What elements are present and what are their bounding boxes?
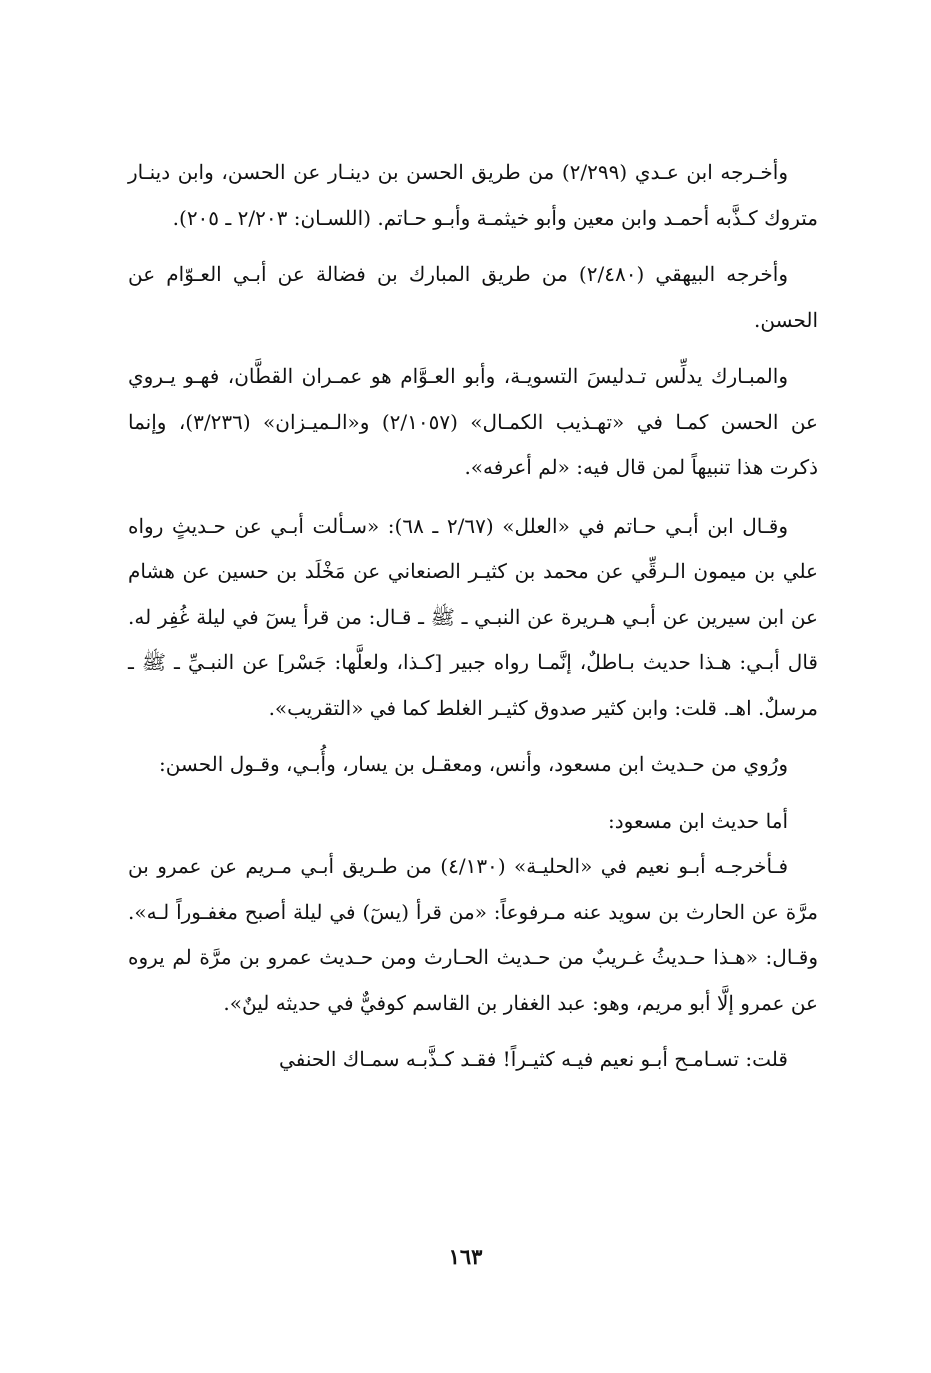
paragraph-hilya: فـأخرجـه أبـو نعيم في «الحليـة» (٤/١٣٠) من طـريق أبـي مـريم عن عمرو بن مرَّة عن الحارث بن سويد عنه مـرفوعاً: «من قرأ (يسٓ) في ليلة أصبح مغفـوراً لـه». وقـال: «هـذا حـديثُ غـريبٌ من حـديث الحـارث ومن حـديث عمرو بن مرَّة لم يروه عن عمرو إلَّا أبو مريم، وهو: عبد الغفار بن القاسم كوفيٌّ في حديثه لينٌ».: [128, 854, 818, 1015]
section-heading-ibn-masud: أما حديث ابن مسعود:: [607, 808, 788, 833]
paragraph-final: قلت: تسـامـح أبـو نعيم فيـه كثيـراً! فقـد كـذَّبـه سمـاك الحنفي: [279, 1047, 788, 1071]
page-body: [128, 150, 818, 1083]
paragraph-narrations: ورُوي من حـديث ابن مسعود، وأنس، ومعقـل بن يسار، وأُبـي، وقـول الحسن:: [158, 752, 788, 776]
paragraph-ilal: وقـال ابن أبـي حـاتم في «العلل» (٢/٦٧ ـ ٦٨): «سـألت أبـي عن حـديثٍ رواه علي بن ميمون الـرقِّي عن محمد بن كثيـر الصنعاني عن مَخْلَد بن حسين عن هشام عن ابن سيرين عن أبـي هـريرة عن النبـي ـ ﷺ ـ قـال: من قرأ يسٓ في ليلة غُفِر له. قال أبـي: هـذا حديث بـاطلٌ، إنَّمـا رواه جبير [كـذا، ولعلَّها: جَسْر] عن النبـيِّ ـ ﷺ ـ مرسلٌ. اهـ. قلت: وابن كثير صدوق كثيـر الغلط كما في «التقريب».: [128, 513, 818, 720]
paragraph-ibn-adi: وأخـرجه ابن عـدي (٢/٢٩٩) من طريق الحسن بن دينـار عن الحسن، وابن دينـار متروك كـذَّبه أحمـد وابن معين وأبو خيثمـة وأبـو حـاتم. (اللسـان: ٢/٢٠٣ ـ ٢٠٥).: [128, 160, 818, 230]
paragraph-mubarak: والمبـارك يدلِّس تـدليسَ التسويـة، وأبو العـوَّام هو عمـران القطَّان، فهـو يـروي عن الحسن كمـا في «تهـذيب الكمـال» (٢/١٠٥٧) و«الـميـزان» (٣/٢٣٦)، وإنما ذكرت هذا تنبيهاً لمن قال فيه: «لم أعرفه».: [128, 364, 818, 479]
page-number: ١٦٣: [448, 1244, 483, 1269]
paragraph-bayhaqi: وأخرجه البيهقي (٢/٤٨٠) من طريق المبارك بن فضالة عن أبـي العـوّام عن الحسن.: [128, 262, 818, 332]
